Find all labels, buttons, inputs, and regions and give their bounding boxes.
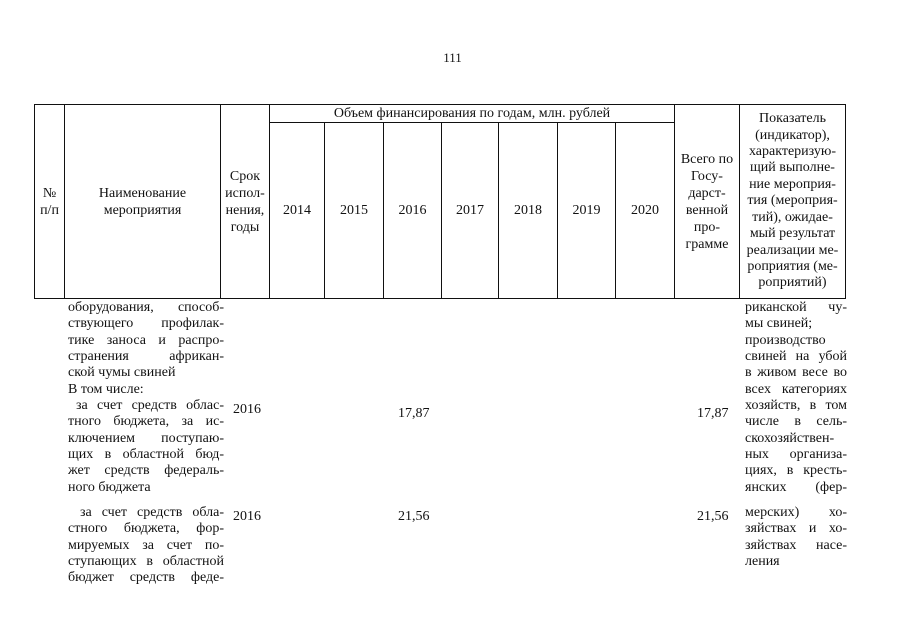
description-line: ступающих в областной — [68, 554, 224, 569]
description-line: тного бюджета, за ис- — [68, 414, 224, 429]
header-year-2014: 2014 — [270, 123, 325, 299]
indicator-line: скохозяйствен- — [745, 431, 835, 446]
table-header — [34, 104, 846, 299]
description-line: ской чумы свиней — [68, 365, 176, 380]
header-year-2015: 2015 — [325, 123, 384, 299]
header-year-2020: 2020 — [616, 123, 675, 299]
description-line: бюджет средств феде- — [68, 570, 224, 585]
description-line: ключением поступаю- — [68, 431, 224, 446]
indicator-line: производство — [745, 333, 826, 348]
header-year-2018: 2018 — [499, 123, 558, 299]
header-name: Наименование мероприятия — [65, 105, 221, 299]
description-line: стного бюджета, фор- — [68, 521, 224, 536]
description-line: тике заноса и распро- — [68, 333, 224, 348]
header-indicator: Показатель (индикатор), характеризую- щий выполне- ние мероприя- тия (мероприя- тий), ожидае- мый результат реализации ме- роприятия (ме- роприятий) — [740, 105, 846, 299]
header-financing: Объем финансирования по годам, млн. рублей — [270, 105, 675, 123]
header-number: № п/п — [35, 105, 65, 299]
description-line: ного бюджета — [68, 480, 151, 495]
indicator-line: ных организа- — [745, 447, 847, 462]
indicator-line: мерских) хо- — [745, 505, 847, 520]
header-total: Всего по Госу- дарст- венной про- грамме — [675, 105, 740, 299]
description-line: за счет средств обла- — [80, 505, 224, 520]
indicator-line: всех категориях — [745, 382, 847, 397]
description-line: жет средств федераль- — [68, 463, 224, 478]
row-1-term: 2016 — [233, 402, 261, 417]
indicator-line: в живом весе во — [745, 365, 847, 380]
description-line: ствующего профилак- — [68, 316, 224, 331]
row-2-term: 2016 — [233, 509, 261, 524]
indicator-line: хозяйств, в том — [745, 398, 847, 413]
row-2-total: 21,56 — [697, 509, 729, 524]
header-year-2017: 2017 — [442, 123, 499, 299]
description-line: странения африкан- — [68, 349, 224, 364]
indicator-line: зяйствах и хо- — [745, 521, 847, 536]
description-line: оборудования, способ- — [68, 300, 224, 315]
header-year-2019: 2019 — [558, 123, 616, 299]
indicator-line: числе в сель- — [745, 414, 847, 429]
description-line: В том числе: — [68, 382, 144, 397]
row-1-value-2016: 17,87 — [398, 406, 430, 421]
indicator-line: ления — [745, 554, 780, 569]
row-1-total: 17,87 — [697, 406, 729, 421]
page-number: 111 — [443, 50, 462, 65]
row-2-value-2016: 21,56 — [398, 509, 430, 524]
description-line: щих в областной бюд- — [68, 447, 224, 462]
description-line: мируемых за счет по- — [68, 538, 224, 553]
header-year-2016: 2016 — [384, 123, 442, 299]
indicator-line: зяйствах насе- — [745, 538, 847, 553]
description-line: за счет средств облас- — [76, 398, 224, 413]
indicator-line: циях, в кресть- — [745, 463, 847, 478]
indicator-line: риканской чу- — [745, 300, 847, 315]
header-term: Срок испол- нения, годы — [221, 105, 270, 299]
indicator-line: мы свиней; — [745, 316, 813, 331]
indicator-line: янских (фер- — [745, 480, 847, 495]
indicator-line: свиней на убой — [745, 349, 847, 364]
